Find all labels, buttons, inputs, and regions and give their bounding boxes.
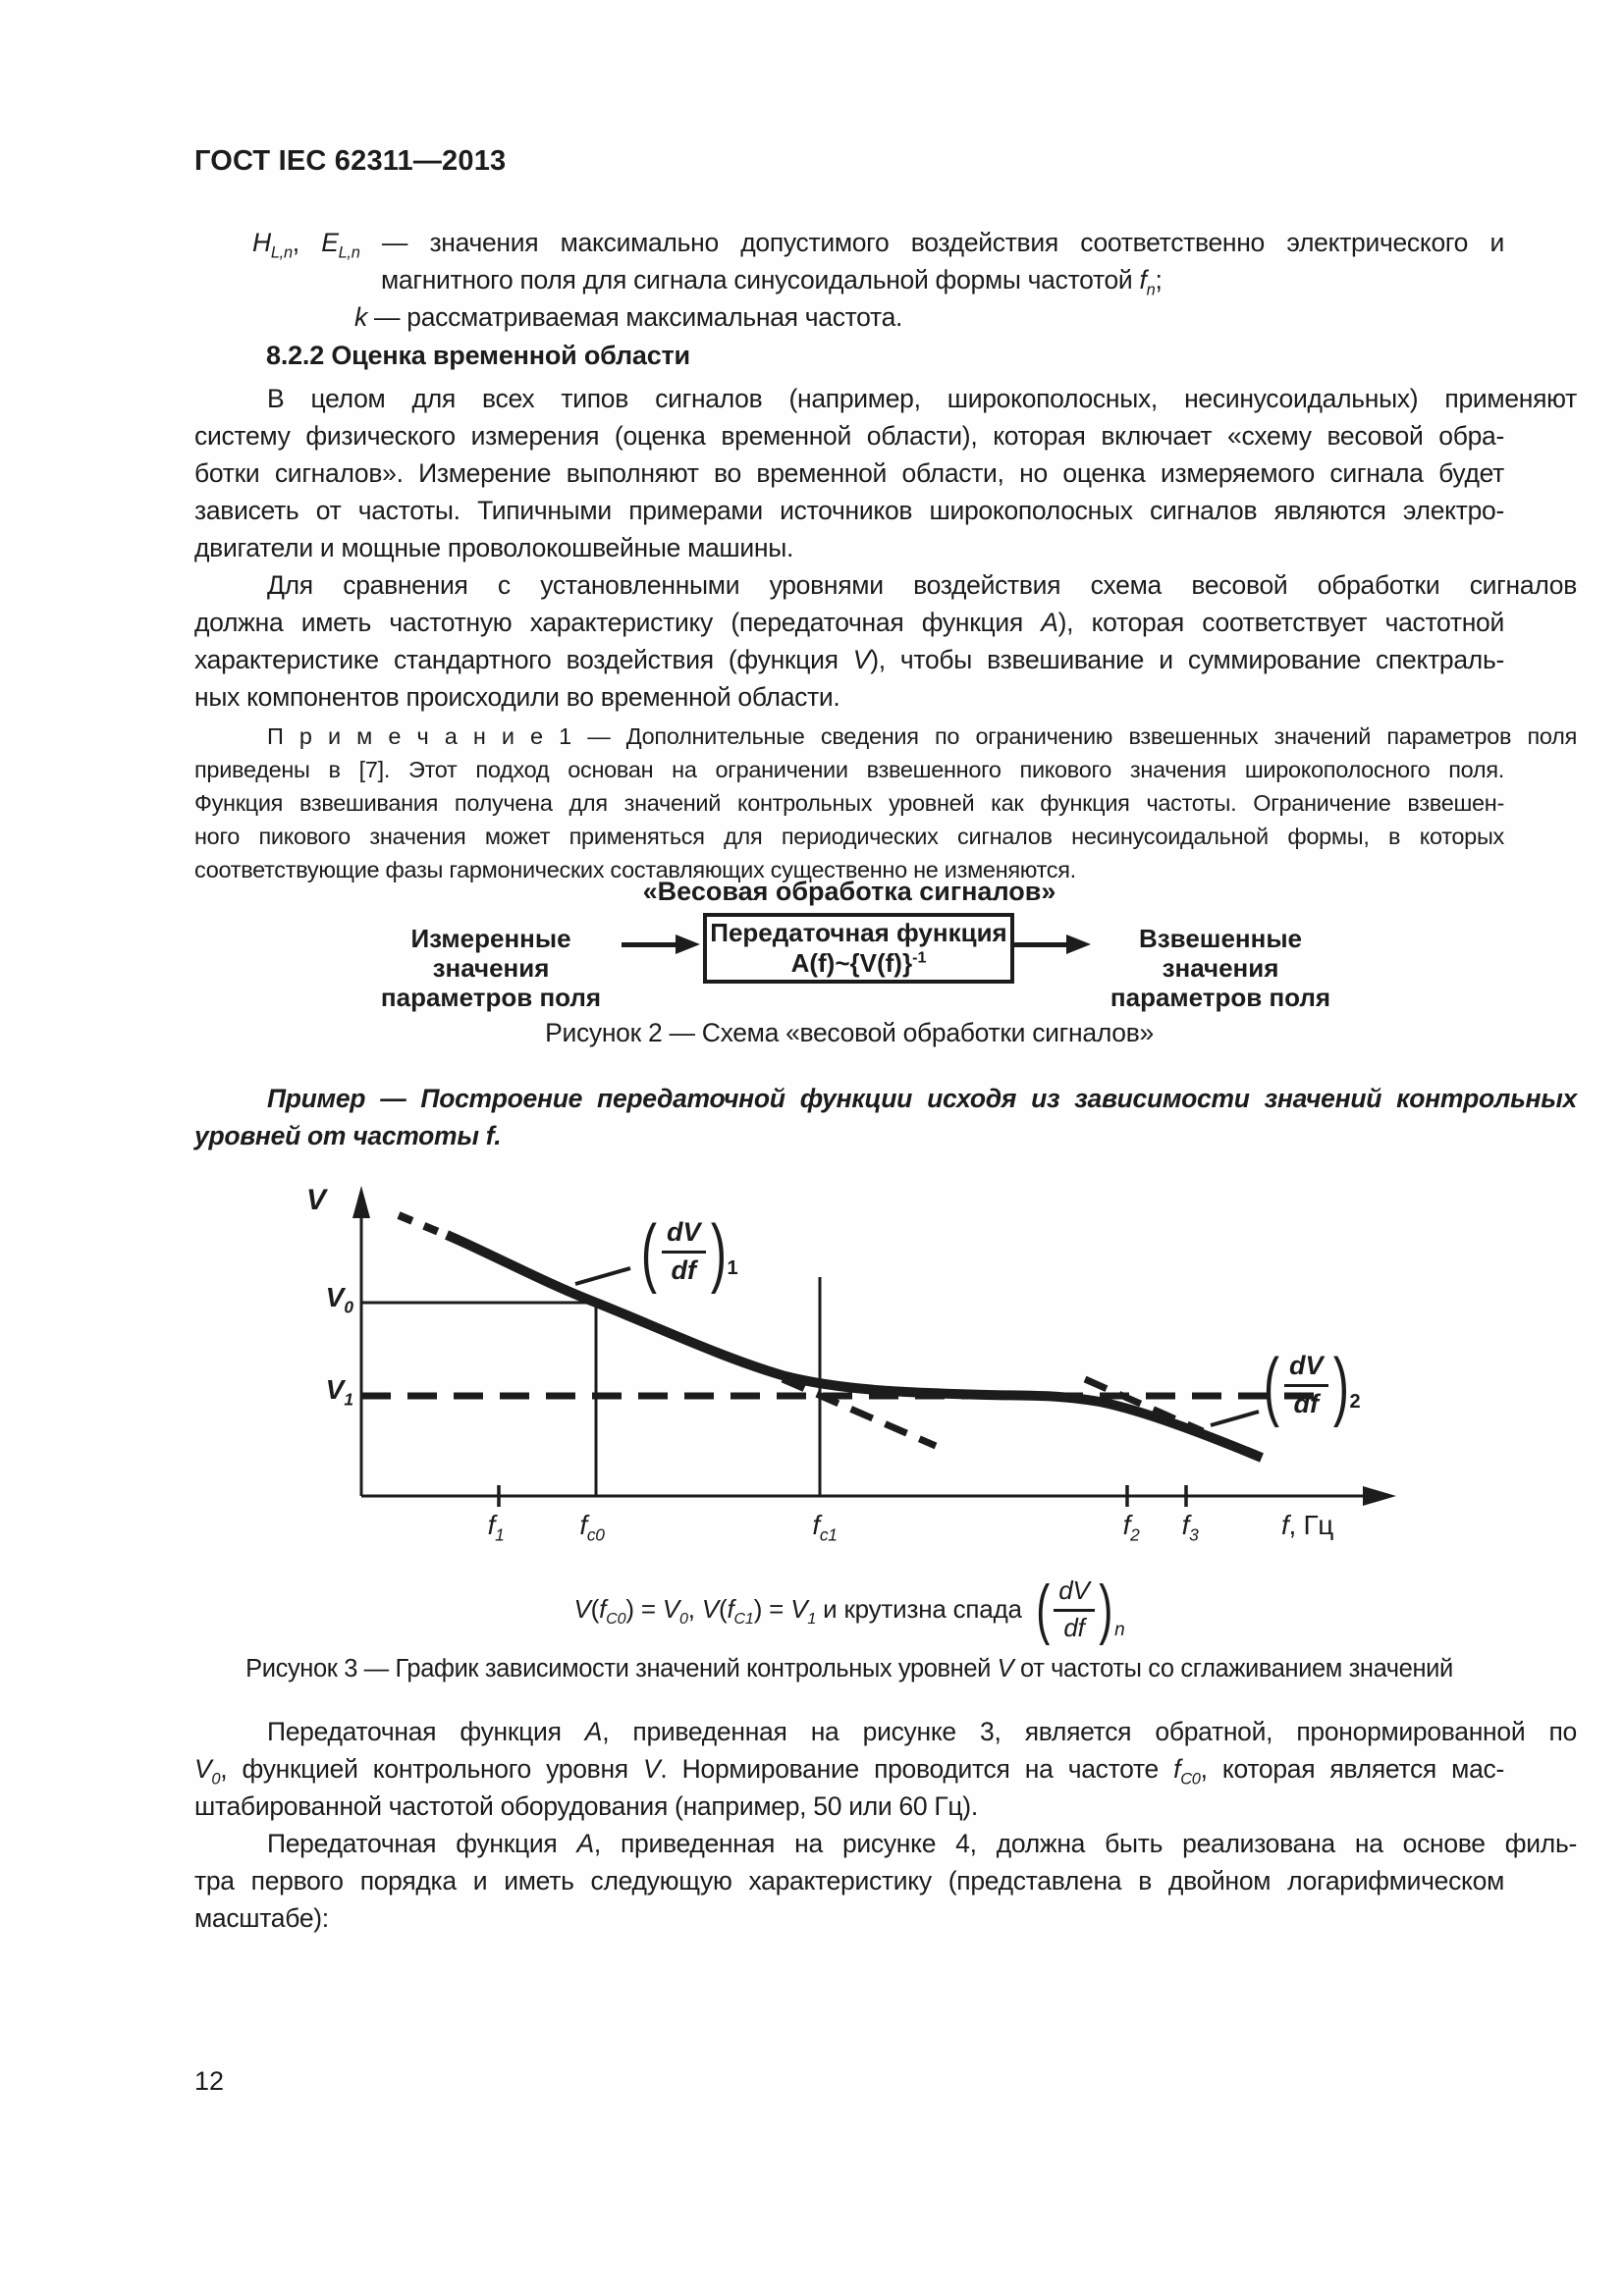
paragraph-line: систему физического измерения (оценка временной области), которая включает «схему весовой обра- [194,421,1504,451]
paragraph-line: Передаточная функция A, приведенная на рисунке 3, является обратной, пронормированной по [267,1717,1577,1746]
paragraph-line: характеристике стандартного воздействия (функция V), чтобы взвешивание и суммирование спектраль- [194,645,1504,674]
v0-axis-label: $V_0$ [325,1282,353,1317]
figure2-title: «Весовая обработка сигналов» [642,877,1056,906]
figure2-output-label-line: Взвешенные значения [1138,924,1302,983]
paragraph-line: зависеть от частоты. Типичными примерами источников широкополосных сигналов являются электро- [194,496,1504,525]
flow-arrow-left [622,942,676,947]
figure3-formula [194,1572,1504,1647]
paragraph-line: В целом для всех типов сигналов (например, широкополосных, несинусоидальных) применяют [267,384,1577,413]
paragraph-line: Передаточная функция A, приведенная на рисунке 4, должна быть реализована на основе филь- [267,1829,1577,1858]
fraction-subscript: n [1114,1619,1125,1640]
figure2-input-label-line: параметров поля [380,983,602,1012]
paragraph-line: Для сравнения с установленными уровнями воздействия схема весовой обработки сигналов [267,570,1577,600]
section-heading: 8.2.2 Оценка временной области [266,341,690,370]
figure3-caption: Рисунок 3 — График зависимости значений контрольных уровней V от частоты со сглаживанием значений [245,1655,1453,1682]
definition-line: k — рассматриваемая максимальная частота. [354,302,903,332]
y-axis-arrowhead [352,1186,370,1218]
close-paren: ) [1098,1572,1112,1647]
fraction-numerator: dV [1054,1576,1094,1612]
tick-label-f2: $f_2$ [1122,1510,1140,1545]
dv-df-fraction [662,1217,706,1286]
open-paren: ( [1263,1342,1280,1428]
x-axis-label: f, Гц [1281,1510,1334,1540]
note-line: Функция взвешивания получена для значений контрольных уровней как функция частоты. Ограничение взвешен- [194,790,1504,816]
fraction-denominator: df [1293,1389,1319,1419]
figure2-input-label-line: Измеренные значения [410,924,571,983]
page-number: 12 [194,2066,225,2096]
figure2-box-line: Передаточная функция [710,918,1007,947]
tick-label-f1: $f_1$ [487,1510,505,1545]
tick-label-f3: $f_3$ [1181,1510,1199,1545]
dv-df-fraction [1284,1351,1328,1419]
figure2-input-label [363,924,619,1012]
slope2-fraction-label [1259,1342,1361,1428]
x-axis-arrowhead [1363,1486,1396,1506]
note-line: соответствующие фазы гармонических составляющих существенно не изменяются. [194,857,1076,882]
v1-axis-label: $V_1$ [325,1374,353,1410]
tangent1-dashed-segment [399,1215,446,1235]
fraction-denominator: df [1063,1612,1085,1642]
tick-label-fc0: $f_{c0}$ [579,1510,605,1545]
fraction-subscript: 2 [1349,1391,1361,1414]
flow-arrow-right [1014,942,1066,947]
fraction-numerator: dV [662,1217,706,1254]
fraction-denominator: df [671,1255,696,1286]
note-line: П р и м е ч а н и е 1 — Дополнительные сведения по ограничению взвешенных значений параметров поля [267,723,1577,749]
paragraph-line: должна иметь частотную характеристику (передаточная функция A), которая соответствует частотной [194,608,1504,637]
paragraph-line: двигатели и мощные проволокошвейные машины. [194,533,794,562]
document-title: ГОСТ IEC 62311—2013 [194,145,507,177]
slope1-pointer-line [575,1268,630,1284]
fraction-subscript: 1 [727,1257,738,1280]
note-line: приведены в [7]. Этот подход основан на ограничении взвешенного пикового значения широкополосного поля. [194,757,1504,782]
y-axis-label: V [306,1184,327,1216]
close-paren: ) [1332,1342,1349,1428]
slope1-fraction-label [636,1208,738,1295]
paragraph-line: ных компонентов происходили во временной области. [194,682,840,712]
example-line: уровней от частоты f. [194,1121,502,1150]
formula-text: $V(f_{C0}) = V_0$, $V(f_{C1}) = V_1$ и крутизна спада [573,1594,1022,1629]
slope2-pointer-line [1211,1412,1259,1425]
definition-line: $H_{L,n}$, $E_{L,n}$ — значения максимально допустимого воздействия соответственно электрического и [252,228,1504,262]
control-level-curve [447,1235,1262,1458]
example-line: Пример — Построение передаточной функции исходя из зависимости значений контрольных [267,1084,1577,1113]
figure2-caption: Рисунок 2 — Схема «весовой обработки сигналов» [545,1018,1154,1047]
paragraph-line: $V_0$, функцией контрольного уровня V. Нормирование проводится на частоте $f_{C0}$, которая является мас- [194,1754,1504,1789]
formula-fraction [1032,1572,1125,1647]
figure2-box-line: $A(f)\sim\{V(f)\}^{-1}$ [790,948,927,978]
close-paren: ) [710,1208,727,1295]
figure3-graph [275,1173,1424,1517]
note-line: ного пикового значения может применяться для периодических сигналов несинусоидальной формы, в которых [194,824,1504,849]
paragraph-line: штабированной частотой оборудования (например, 50 или 60 Гц). [194,1791,978,1821]
fraction-numerator: dV [1284,1351,1328,1387]
figure2-output-label-line: параметров поля [1110,983,1331,1012]
open-paren: ( [1036,1572,1050,1647]
dv-df-fraction [1054,1576,1094,1643]
tick-label-fc1: $f_{c1}$ [812,1510,838,1545]
open-paren: ( [640,1208,658,1295]
figure2-transfer-function-box [703,913,1014,984]
paragraph-line: тра первого порядка и иметь следующую характеристику (представлена в двойном логарифмическом [194,1866,1504,1896]
paragraph-line: ботки сигналов». Измерение выполняют во временной области, но оценка измеряемого сигнала будет [194,458,1504,488]
definition-line: магнитного поля для сигнала синусоидальной формы частотой $f_n$; [381,265,1163,299]
figure2-output-label [1093,924,1348,1012]
paragraph-line: масштабе): [194,1903,329,1933]
